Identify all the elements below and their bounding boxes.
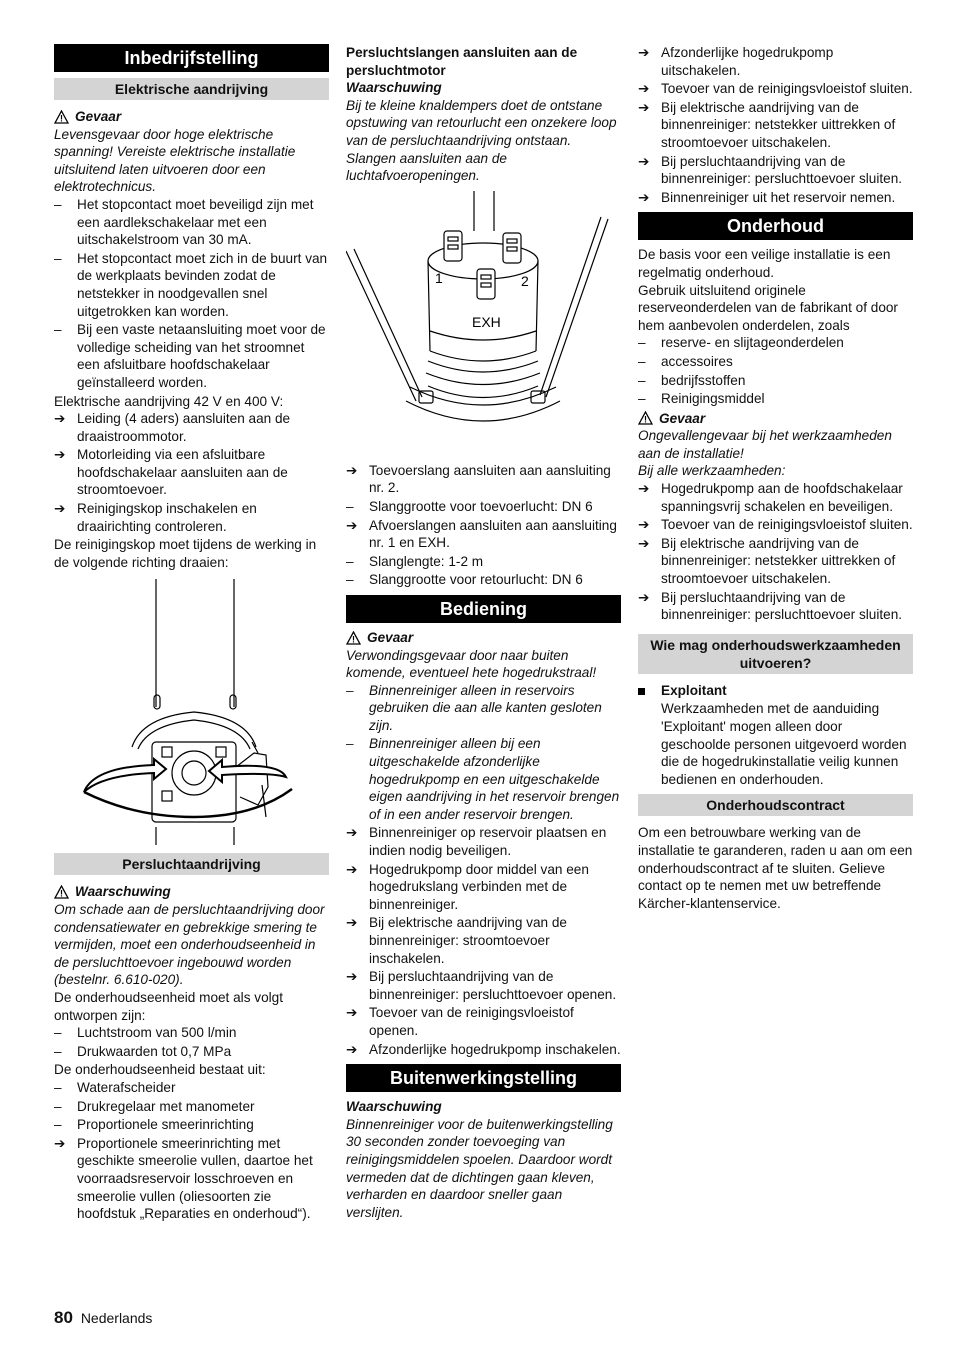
step-item: ➔ Bij persluchtaandrijving van de binnenreiniger: persluchttoevoer sluiten. bbox=[638, 589, 903, 623]
danger-text: Verwondingsgevaar door naar buiten komende, eventueel hete hogedrukstraal! bbox=[346, 647, 597, 681]
warning-triangle-icon bbox=[54, 110, 69, 124]
exh-label: EXH bbox=[472, 313, 501, 330]
danger-label: Gevaar bbox=[659, 410, 706, 426]
danger-heading bbox=[638, 410, 913, 428]
step-item: ➔ Hogedrukpomp door middel van een hogedrukslang verbinden met de binnenreiniger. bbox=[346, 861, 589, 912]
footer-language: Nederlands bbox=[80, 1310, 153, 1326]
list-item: – Proportionele smeerinrichting bbox=[54, 1117, 254, 1133]
port-1-label: 1 bbox=[435, 269, 443, 286]
step-item: ➔ Bij elektrische aandrijving van de binnenreiniger: netstekker uittrekken of stroomtoevoer uitschakelen. bbox=[638, 99, 896, 150]
maintenance-intro: De basis voor een veilige installatie is een regelmatig onderhoud. bbox=[638, 247, 891, 280]
warning-text: Om schade aan de persluchtaandrijving door condensatiewater en gebrekkige smering te vermijden, moet een onderhoudseenheid in de persluchttoevoer ingebouwd worden (bestelnr. 6.610-020). bbox=[54, 902, 325, 988]
warning-label: Waarschuwing bbox=[346, 80, 442, 96]
column-3 bbox=[638, 44, 913, 912]
list-item: – Slanggrootte voor retourlucht: DN 6 bbox=[346, 572, 583, 588]
danger-label: Gevaar bbox=[75, 109, 122, 124]
direction-text: De reinigingskop moet tijdens de werking in de volgende richting draaien: bbox=[54, 537, 317, 570]
heading-bediening: Bediening bbox=[346, 595, 621, 623]
heading-onderhoud: Onderhoud bbox=[638, 212, 913, 240]
warning-text: Binnenreiniger voor de buitenwerkingstelling 30 seconden zonder toevoeging van reinigingsmiddelen spoelen. Daardoor wordt vermeden dat de dichtingen gaan kleven, verharden en daardoor sneller gaan verslijten. bbox=[346, 1116, 613, 1220]
rotation-arrow-icon bbox=[84, 759, 166, 792]
column-2 bbox=[346, 44, 621, 1221]
step-item: ➔ Leiding (4 aders) aansluiten aan de draaistroommotor. bbox=[54, 411, 291, 444]
list-item: – Binnenreiniger alleen in reservoirs gebruiken die aan alle kanten gesloten zijn. bbox=[346, 682, 602, 733]
step-item: ➔ Afzonderlijke hogedrukpomp uitschakelen. bbox=[638, 45, 834, 78]
list-item: – Het stopcontact moet beveiligd zijn met een aardlekschakelaar met een uitschakelstroom van 30 mA. bbox=[54, 196, 314, 248]
warning-triangle-icon bbox=[638, 411, 653, 425]
unit-values-text: De onderhoudseenheid moet als volgt ontworpen zijn: bbox=[54, 990, 283, 1023]
exploitant-item bbox=[638, 682, 913, 700]
heading-buitenwerkingstelling: Buitenwerkingstelling bbox=[346, 1064, 621, 1092]
warning-label: Waarschuwing bbox=[346, 1099, 442, 1115]
list-item: – bedrijfsstoffen bbox=[638, 372, 746, 388]
list-item: – Het stopcontact moet zich in de buurt van de werkplaats bevinden zodat de netstekker in noodgevallen snel uitgetrokken kan worden. bbox=[54, 250, 328, 319]
step-item: ➔ Binnenreiniger op reservoir plaatsen en indien nodig beveiligen. bbox=[346, 825, 607, 859]
heading-elektrische-aandrijving: Elektrische aandrijving bbox=[54, 78, 329, 100]
warning-text: Bij te kleine knaldempers doet de ontstane opstuwing van retourlucht een onzekere loop van de persluchtaandrijving ontstaan. Slangen aansluiten aan de luchtafvoeropeningen. bbox=[346, 97, 617, 184]
list-item: – Slanggrootte voor toevoerlucht: DN 6 bbox=[346, 498, 593, 514]
list-item: – Drukwaarden tot 0,7 MPa bbox=[54, 1043, 232, 1059]
unit-consists-text: De onderhoudseenheid bestaat uit: bbox=[54, 1062, 266, 1078]
warning-triangle-icon bbox=[346, 631, 361, 645]
step-item: ➔ Toevoerslang aansluiten aan aansluiting nr. 2. bbox=[346, 462, 611, 496]
square-bullet-icon bbox=[638, 688, 645, 695]
warning-triangle-icon bbox=[54, 885, 69, 899]
heading-persluchtaandrijving: Persluchtaandrijving bbox=[54, 853, 329, 875]
warning-label: Waarschuwing bbox=[75, 884, 171, 900]
contract-text: Om een betrouwbare werking van de installatie te garanderen, raden u aan om een onderhoudscontract af te sluiten. Gelieve contact op te nemen met uw betreffende Kärcher-klantenservice. bbox=[638, 825, 913, 911]
port-2-label: 2 bbox=[521, 272, 529, 289]
heading-slangen-aansluiten: Persluchtslangen aansluiten aan de persluchtmotor bbox=[346, 45, 578, 78]
warning-heading bbox=[54, 883, 329, 901]
column-1 bbox=[54, 44, 329, 1224]
step-item: ➔ Afvoerslangen aansluiten aan aansluiting nr. 1 en EXH. bbox=[346, 517, 617, 551]
step-item: ➔ Bij persluchtaandrijving van de binnenreiniger: persluchttoevoer openen. bbox=[346, 969, 617, 1002]
list-item: – Binnenreiniger alleen bij een uitgeschakelde afzonderlijke hogedrukpomp en een uitgeschakelde eigen aandrijving in het reservoir brengen of in een ander reservoir brengen. bbox=[346, 736, 620, 822]
heading-inbedrijfstelling: Inbedrijfstelling bbox=[54, 44, 329, 72]
danger-heading bbox=[346, 629, 621, 647]
rotation-direction-figure bbox=[54, 577, 329, 847]
danger-text-2: Bij alle werkzaamheden: bbox=[638, 463, 786, 479]
page-number: 80 bbox=[54, 1308, 73, 1327]
exploitant-label: Exploitant bbox=[661, 682, 727, 698]
danger-label: Gevaar bbox=[367, 629, 414, 645]
exploitant-text: Werkzaamheden met de aanduiding 'Exploitant' mogen alleen door geschoolde personen uitgevoerd worden die de hogedrukinstallatie veilig kunnen bedienen en onderhouden. bbox=[661, 701, 907, 787]
heading-wie-mag: Wie mag onderhoudswerkzaamheden uitvoeren? bbox=[638, 634, 913, 674]
step-item: ➔ Motorleiding via een afsluitbare hoofdschakelaar aansluiten aan de stroomtoevoer. bbox=[54, 447, 288, 498]
step-item: ➔ Binnenreiniger uit het reservoir nemen. bbox=[638, 189, 896, 205]
step-item: ➔ Bij elektrische aandrijving van de binnenreiniger: netstekker uittrekken of stroomtoevoer uitschakelen. bbox=[638, 535, 896, 587]
heading-onderhoudscontract: Onderhoudscontract bbox=[638, 794, 913, 816]
air-motor-figure bbox=[346, 191, 621, 456]
list-item: – reserve- en slijtageonderdelen bbox=[638, 335, 844, 351]
list-item: – Luchtstroom van 500 l/min bbox=[54, 1025, 237, 1041]
list-item: – Slanglengte: 1-2 m bbox=[346, 553, 484, 569]
step-item: ➔ Toevoer van de reinigingsvloeistof openen. bbox=[346, 1005, 574, 1038]
list-item: – Reinigingsmiddel bbox=[638, 391, 765, 407]
list-item: – Waterafscheider bbox=[54, 1079, 176, 1095]
step-item: ➔ Toevoer van de reinigingsvloeistof sluiten. bbox=[638, 517, 913, 533]
danger-text: Ongevallengevaar bij het werkzaamheden aan de installatie! bbox=[638, 428, 892, 461]
danger-text: Levensgevaar door hoge elektrische spanning! Vereiste elektrische installatie uitsluitend laten uitvoeren door een elektrotechnicus. bbox=[54, 126, 296, 195]
danger-heading bbox=[54, 108, 329, 126]
maintenance-parts-text: Gebruik uitsluitend originele reserveonderdelen van de fabrikant of door hem aanbevolen onderdelen, zoals bbox=[638, 282, 898, 333]
page-footer bbox=[54, 1308, 152, 1328]
step-item: ➔ Bij persluchtaandrijving van de binnenreiniger: persluchttoevoer sluiten. bbox=[638, 153, 903, 187]
step-item: ➔ Reinigingskop inschakelen en draairichting controleren. bbox=[54, 501, 257, 534]
list-item: – Bij een vaste netaansluiting moet voor de volledige scheiding van het stroomnet een afsluitbare hoofdschakelaar geïnstalleerd worden. bbox=[54, 322, 326, 390]
step-item: ➔ Bij elektrische aandrijving van de binnenreiniger: stroomtoevoer inschakelen. bbox=[346, 915, 567, 966]
step-item: ➔ Afzonderlijke hogedrukpomp inschakelen. bbox=[346, 1041, 621, 1057]
step-item: ➔ Toevoer van de reinigingsvloeistof sluiten. bbox=[638, 81, 913, 97]
drive-label: Elektrische aandrijving 42 V en 400 V: bbox=[54, 393, 284, 409]
step-item: ➔ Proportionele smeerinrichting met geschikte smeerolie vullen, daartoe het voorraadsreservoir losschroeven en smeerolie vullen (oliesoorten zie hoofdstuk „Reparaties en onderhoud“). bbox=[54, 1135, 313, 1222]
step-item: ➔ Hogedrukpomp aan de hoofdschakelaar spanningsvrij schakelen en beveiligen. bbox=[638, 481, 903, 514]
list-item: – Drukregelaar met manometer bbox=[54, 1098, 255, 1114]
list-item: – accessoires bbox=[638, 353, 733, 369]
